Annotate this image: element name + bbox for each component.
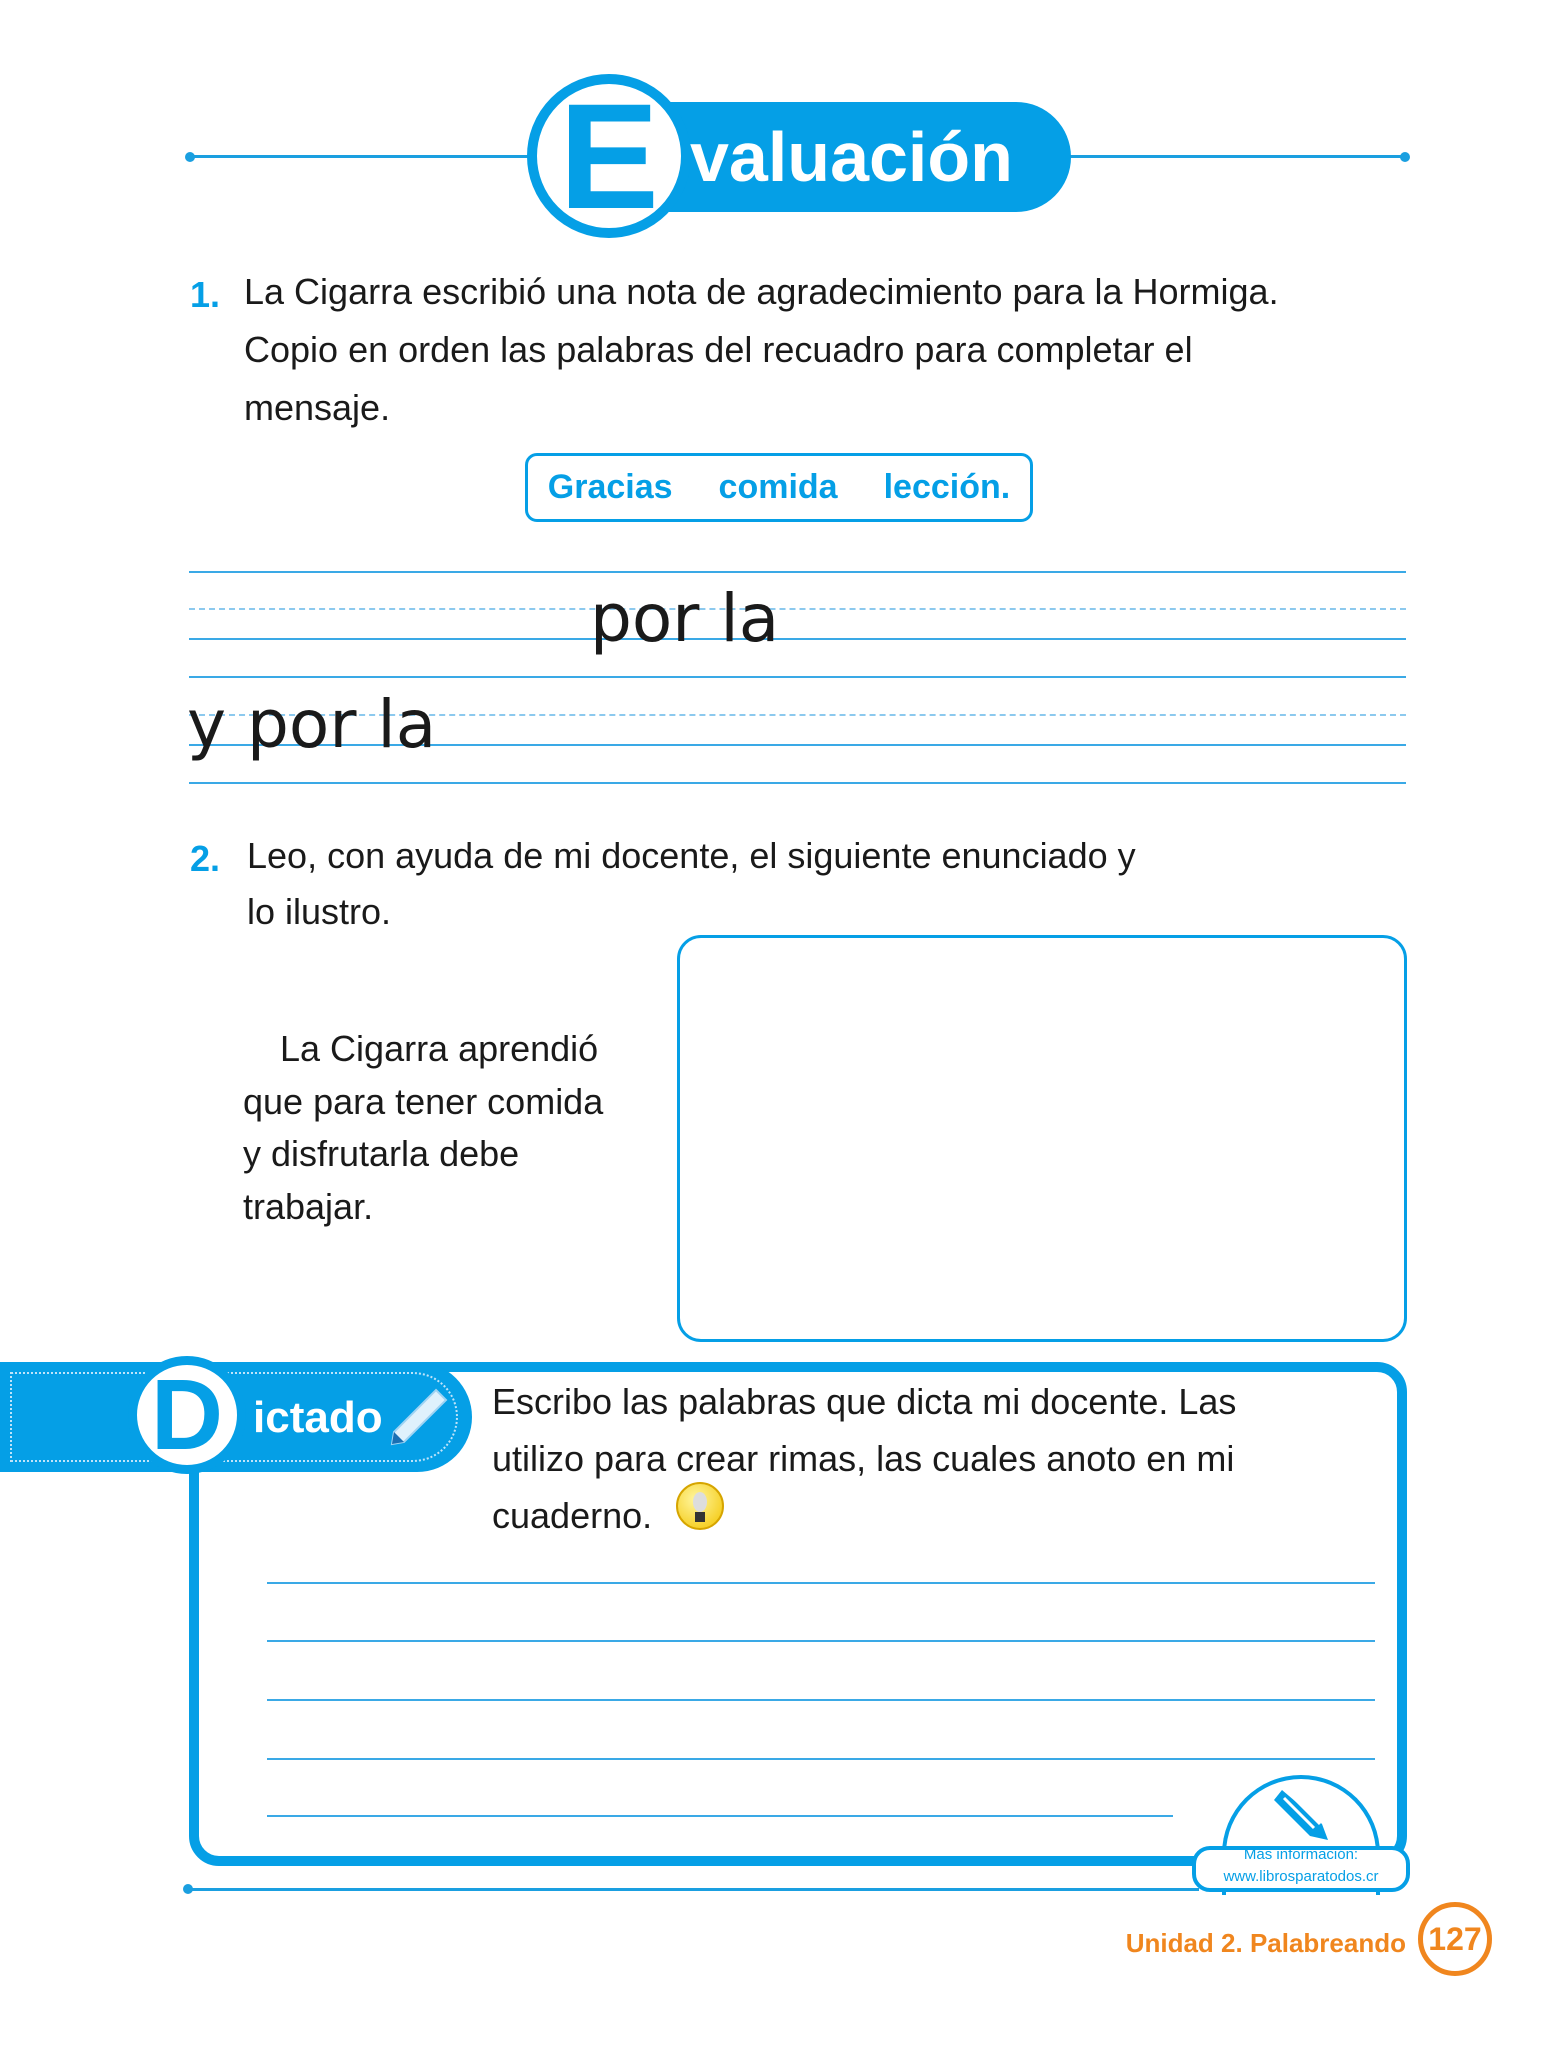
dictation-line[interactable] [267,1815,1173,1817]
header-dot-left [185,152,195,162]
header-line-right [1060,155,1405,158]
q2-para-2: que para tener comida [243,1081,604,1122]
footer-unit: Unidad 2. Palabreando [1125,1928,1406,1958]
q2-line-1: Leo, con ayuda de mi docente, el siguiente enunciado y [247,835,1136,876]
fill-text-1: por la [590,580,780,657]
dictado-line-3: cuaderno. [492,1495,653,1536]
header-letter: E [558,72,660,240]
dictado-line-1: Escribo las palabras que dicta mi docente. Las [492,1381,1237,1422]
info-url[interactable]: www.librosparatodos.cr [1223,1868,1379,1885]
dictado-letter: D [150,1359,224,1471]
q2-para-4: trabajar. [243,1186,374,1227]
header-line-left [189,155,539,158]
q2-number: 2. [190,838,221,879]
q1-line-1: La Cigarra escribió una nota de agradecimiento para la Hormiga. [244,271,1279,312]
writing-line [189,571,1406,573]
dictado-title: ictado [253,1393,383,1442]
header-dot-right [1400,152,1410,162]
pencil-icon [1270,1786,1332,1849]
answer-field-3[interactable] [420,680,1400,744]
word-bank [525,453,1033,522]
dictation-line[interactable] [267,1640,1375,1642]
dictation-line[interactable] [267,1699,1375,1701]
q2-line-2: lo ilustro. [247,891,392,932]
word-leccion: lección. [883,468,1011,506]
answer-field-1[interactable] [189,580,589,638]
illustration-box[interactable] [677,935,1407,1342]
dictado-line-2: utilizo para crear rimas, las cuales anoto en mi [492,1438,1235,1479]
q2-para-3: y disfrutarla debe [243,1133,520,1174]
page-title: valuación [690,118,1013,196]
page-number: 127 [1418,1902,1492,1976]
info-label: Más información: [1243,1846,1359,1863]
writing-line [189,782,1406,784]
bottom-line [189,1888,1199,1891]
bottom-dot [183,1884,193,1894]
fill-text-2: y por la [187,686,437,763]
pencil-icon [388,1386,450,1453]
writing-line [189,638,1406,640]
dictation-line[interactable] [267,1582,1375,1584]
word-comida: comida [718,468,838,506]
q2-para-1: La Cigarra aprendió [280,1028,599,1069]
word-gracias: Gracias [547,468,673,506]
dictation-line[interactable] [267,1758,1375,1760]
lightbulb-icon [676,1482,724,1530]
answer-field-2[interactable] [760,580,1400,638]
q1-number: 1. [190,274,221,315]
q1-line-3: mensaje. [244,387,391,428]
writing-line [189,676,1406,678]
q1-line-2: Copio en orden las palabras del recuadro para completar el [244,329,1193,370]
